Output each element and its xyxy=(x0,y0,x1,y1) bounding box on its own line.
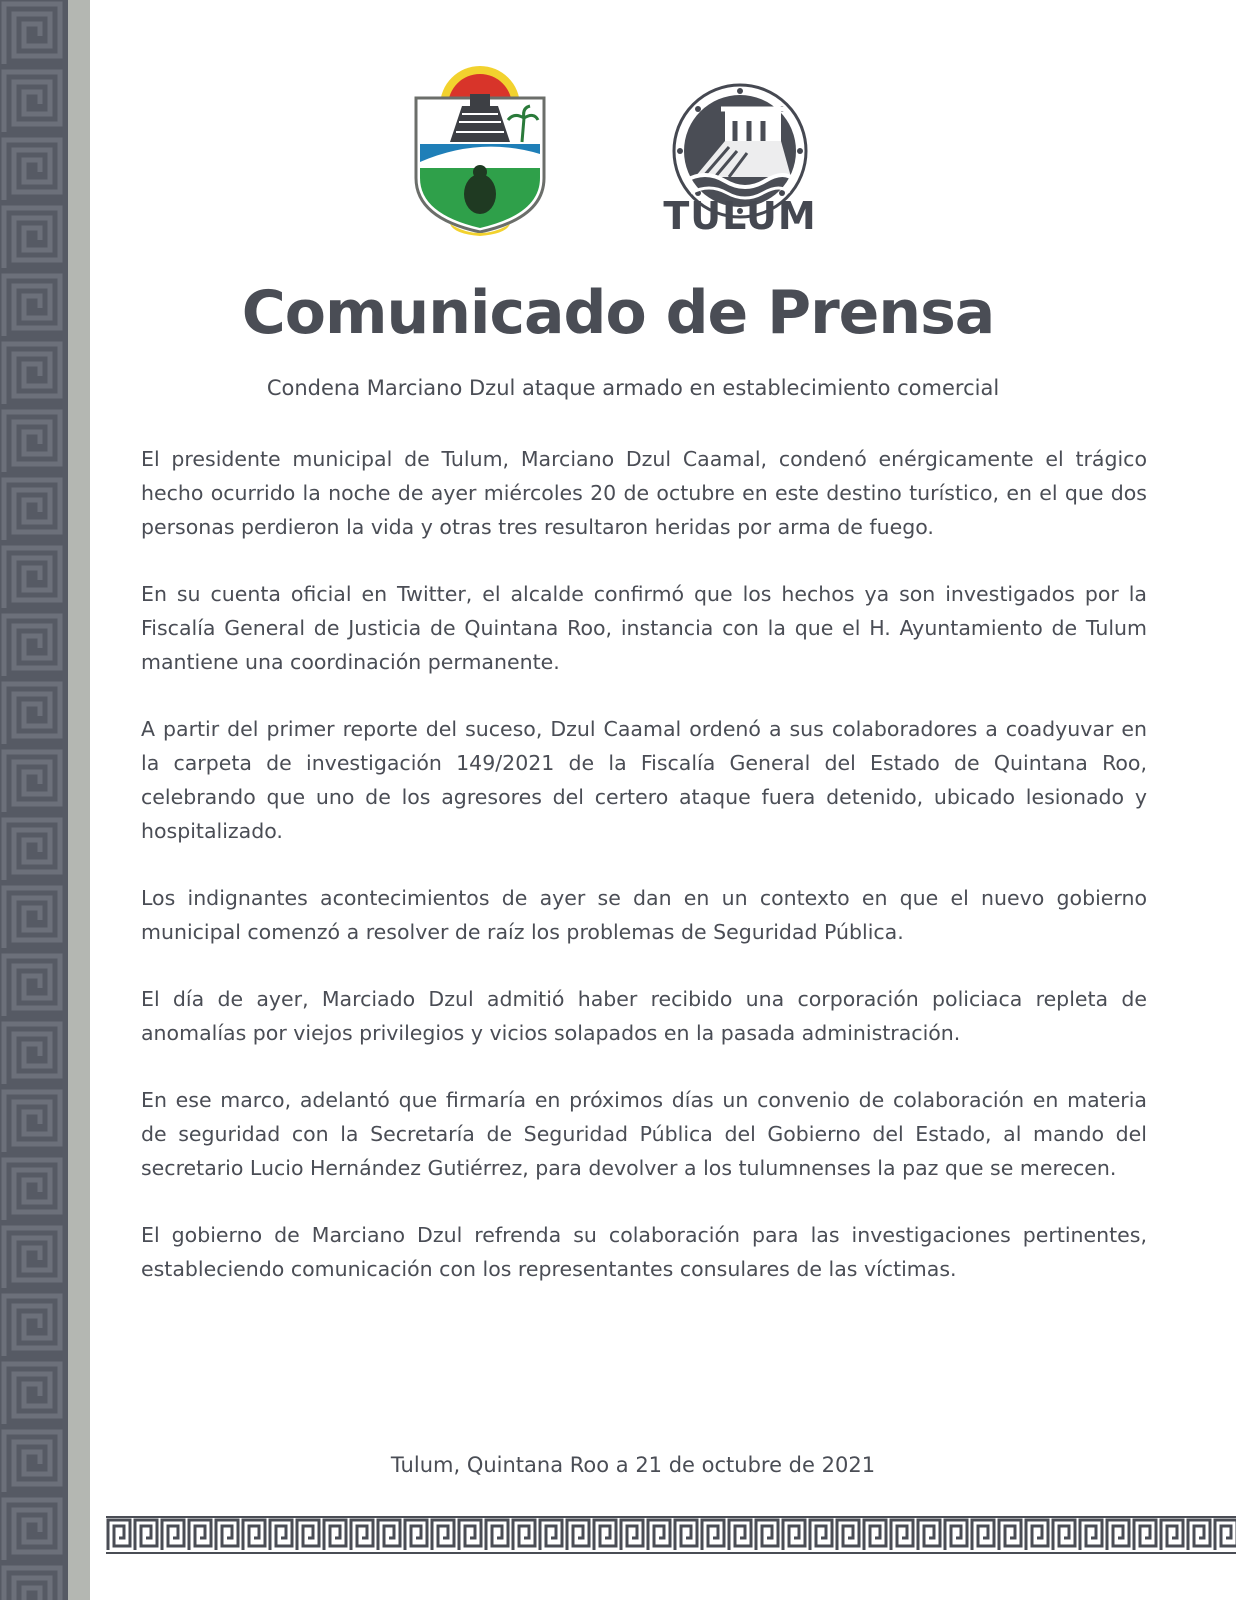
tulum-wordmark: TULUM xyxy=(663,194,817,238)
dateline: Tulum, Quintana Roo a 21 de octubre de 2021 xyxy=(390,1453,876,1477)
body-paragraph: En ese marco, adelantó que firmaría en próximos días un convenio de colaboración en materia de seguridad con la Secretaría de Seguridad Pública del Gobierno del Estado, al mando del secretario Lucio Hernández Gutiérrez, para devolver a los tulumnenses la paz que se merecen. xyxy=(141,1088,1147,1180)
side-stripe xyxy=(68,0,90,1600)
page-title: Comunicado de Prensa xyxy=(241,278,995,348)
body-paragraph: El presidente municipal de Tulum, Marciano Dzul Caamal, condenó enérgicamente el trágico hecho ocurrido la noche de ayer miércoles 20 de octubre en este destino turístico, en el que dos personas perdieron la vida y otras tres resultaron heridas por arma de fuego. xyxy=(141,447,1147,539)
logos-header xyxy=(400,52,840,252)
body-paragraph: El gobierno de Marciano Dzul refrenda su colaboración para las investigaciones pertinentes, estableciendo comunicación con los representantes consulares de las víctimas. xyxy=(141,1223,1147,1281)
body-paragraph: En su cuenta oficial en Twitter, el alcalde confirmó que los hechos ya son investigados por la Fiscalía General de Justicia de Quintana Roo, instancia con la que el H. Ayuntamiento de Tulum mantiene una coordinación permanente. xyxy=(141,582,1147,674)
body-paragraph: A partir del primer reporte del suceso, Dzul Caamal ordenó a sus colaboradores a coadyuvar en la carpeta de investigación 149/2021 de la Fiscalía General del Estado de Quintana Roo, celebrando que uno de los agresores del certero ataque fuera detenido, ubicado lesionado y hospitalizado. xyxy=(141,717,1147,843)
body-paragraph: El día de ayer, Marciado Dzul admitió haber recibido una corporación policiaca repleta de anomalías por viejos privilegios y vicios solapados en la pasada administración. xyxy=(141,987,1147,1045)
side-greek-key-band xyxy=(0,0,68,1600)
municipal-shield-logo xyxy=(410,58,550,238)
body-paragraph: Los indignantes acontecimientos de ayer se dan en un contexto en que el nuevo gobierno municipal comenzó a resolver de raíz los problemas de Seguridad Pública. xyxy=(141,886,1147,944)
bottom-greek-key-border xyxy=(106,1516,1236,1554)
press-release-body xyxy=(141,442,1147,1319)
greek-key-pattern xyxy=(0,0,68,1600)
press-release-subtitle: Condena Marciano Dzul ataque armado en establecimiento comercial xyxy=(266,376,1000,400)
greek-key-pattern xyxy=(106,1516,1236,1554)
